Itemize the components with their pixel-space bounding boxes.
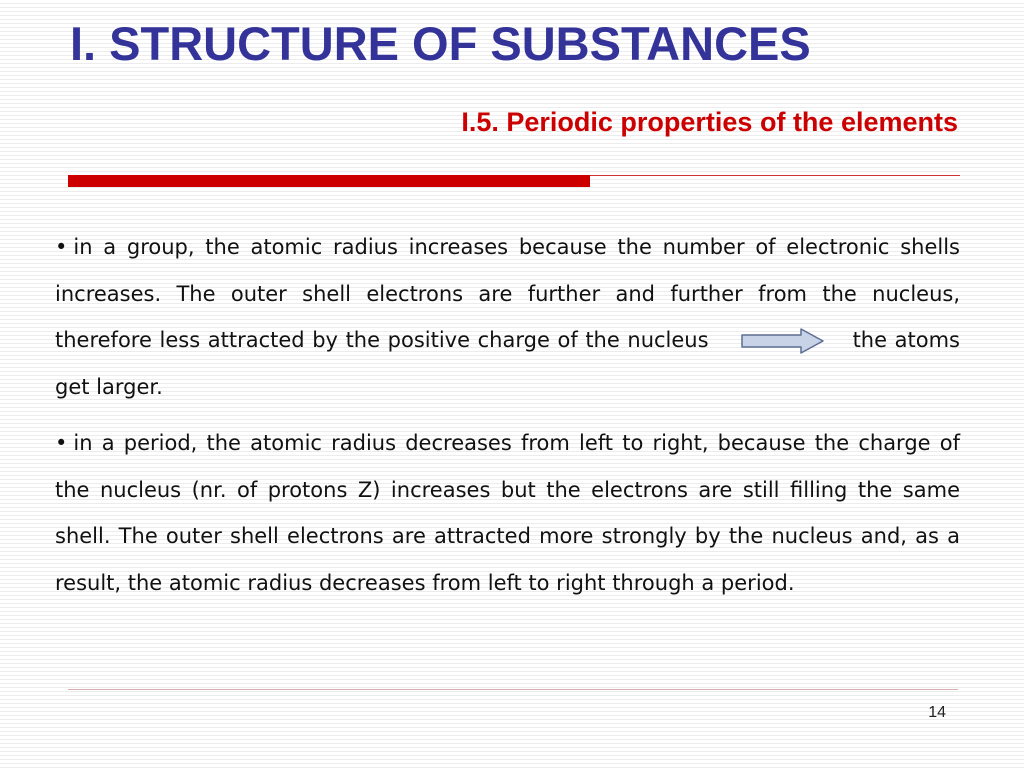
page-number: 14 (928, 704, 946, 721)
right-arrow-icon (741, 328, 825, 354)
bullet-marker: • (55, 235, 68, 259)
paragraph-text: in a period, the atomic radius decreases from left to right, because the charge of the nucleus (nr. of protons Z) increases but the electrons are still filling the same shell. The outer shell electrons are attracted more strongly by the nucleus and, as a result, the atomic radius decreases from left to right through a period. (55, 431, 960, 595)
bullet-paragraph-period (55, 420, 960, 606)
title-divider-thin (590, 175, 960, 176)
paragraph-conclusion: the atoms get larger. (55, 328, 960, 399)
footer-divider (68, 689, 958, 690)
slide-subtitle: I.5. Periodic properties of the elements (461, 107, 958, 137)
bullet-marker: • (55, 431, 68, 455)
title-divider-thick (68, 175, 590, 187)
paragraph-text: in a group, the atomic radius increases because the number of electronic shells increases. The outer shell electrons are further and further from the nucleus, therefore less attracted by the positive charge of the nucleus (55, 235, 960, 352)
bullet-paragraph-group (55, 224, 960, 410)
slide-title: I. STRUCTURE OF SUBSTANCES (70, 17, 811, 70)
slide-body (55, 224, 960, 616)
